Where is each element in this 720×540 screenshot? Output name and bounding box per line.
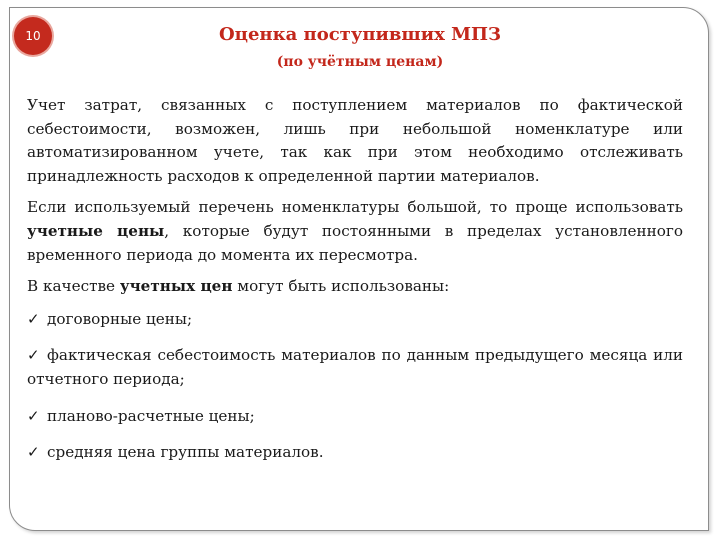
list-item-text: планово-расчетные цены; — [47, 406, 255, 425]
slide-subtitle: (по учётным ценам) — [276, 54, 444, 70]
list-item-text: договорные цены; — [47, 309, 193, 328]
slide-title: Оценка поступивших МПЗ — [219, 24, 501, 45]
list-item-text: фактическая себестоимость материалов по данным предыдущего месяца или отчетного периода; — [27, 346, 683, 388]
checkmark-icon: ✓ — [27, 346, 40, 365]
list-item — [27, 308, 683, 332]
slide-number-badge: 10 — [14, 17, 52, 55]
paragraph-text: , которые будут постоянными в пределах установленного временного периода до момента их пересмотра. — [27, 221, 683, 264]
bold-term: учетных цен — [119, 277, 233, 296]
list-item — [27, 344, 683, 391]
list-item — [27, 405, 683, 429]
paragraph-text: В качестве — [27, 277, 120, 296]
paragraph-text: могут быть использованы: — [232, 277, 450, 296]
list-item — [27, 441, 683, 465]
paragraph-intro: Учет затрат, связанных с поступлением материалов по фактической себестоимости, возможен, лишь при небольшой номенклатуре или автоматизированном учете, так как при этом необходимо отслеживать принадлежность расходов к определенной партии материалов. — [27, 96, 683, 185]
paragraph-list-intro — [27, 275, 683, 299]
bold-term: учетные цены — [27, 221, 165, 240]
checkmark-icon: ✓ — [27, 443, 40, 462]
checkmark-icon: ✓ — [27, 309, 40, 328]
paragraph-text: Если используемый перечень номенклатуры большой, то проще использовать — [27, 198, 683, 217]
list-item-text: средняя цена группы материалов. — [47, 443, 324, 462]
slide-body — [27, 94, 683, 465]
paragraph-nomenclature — [27, 196, 683, 267]
checkmark-icon: ✓ — [27, 406, 40, 425]
